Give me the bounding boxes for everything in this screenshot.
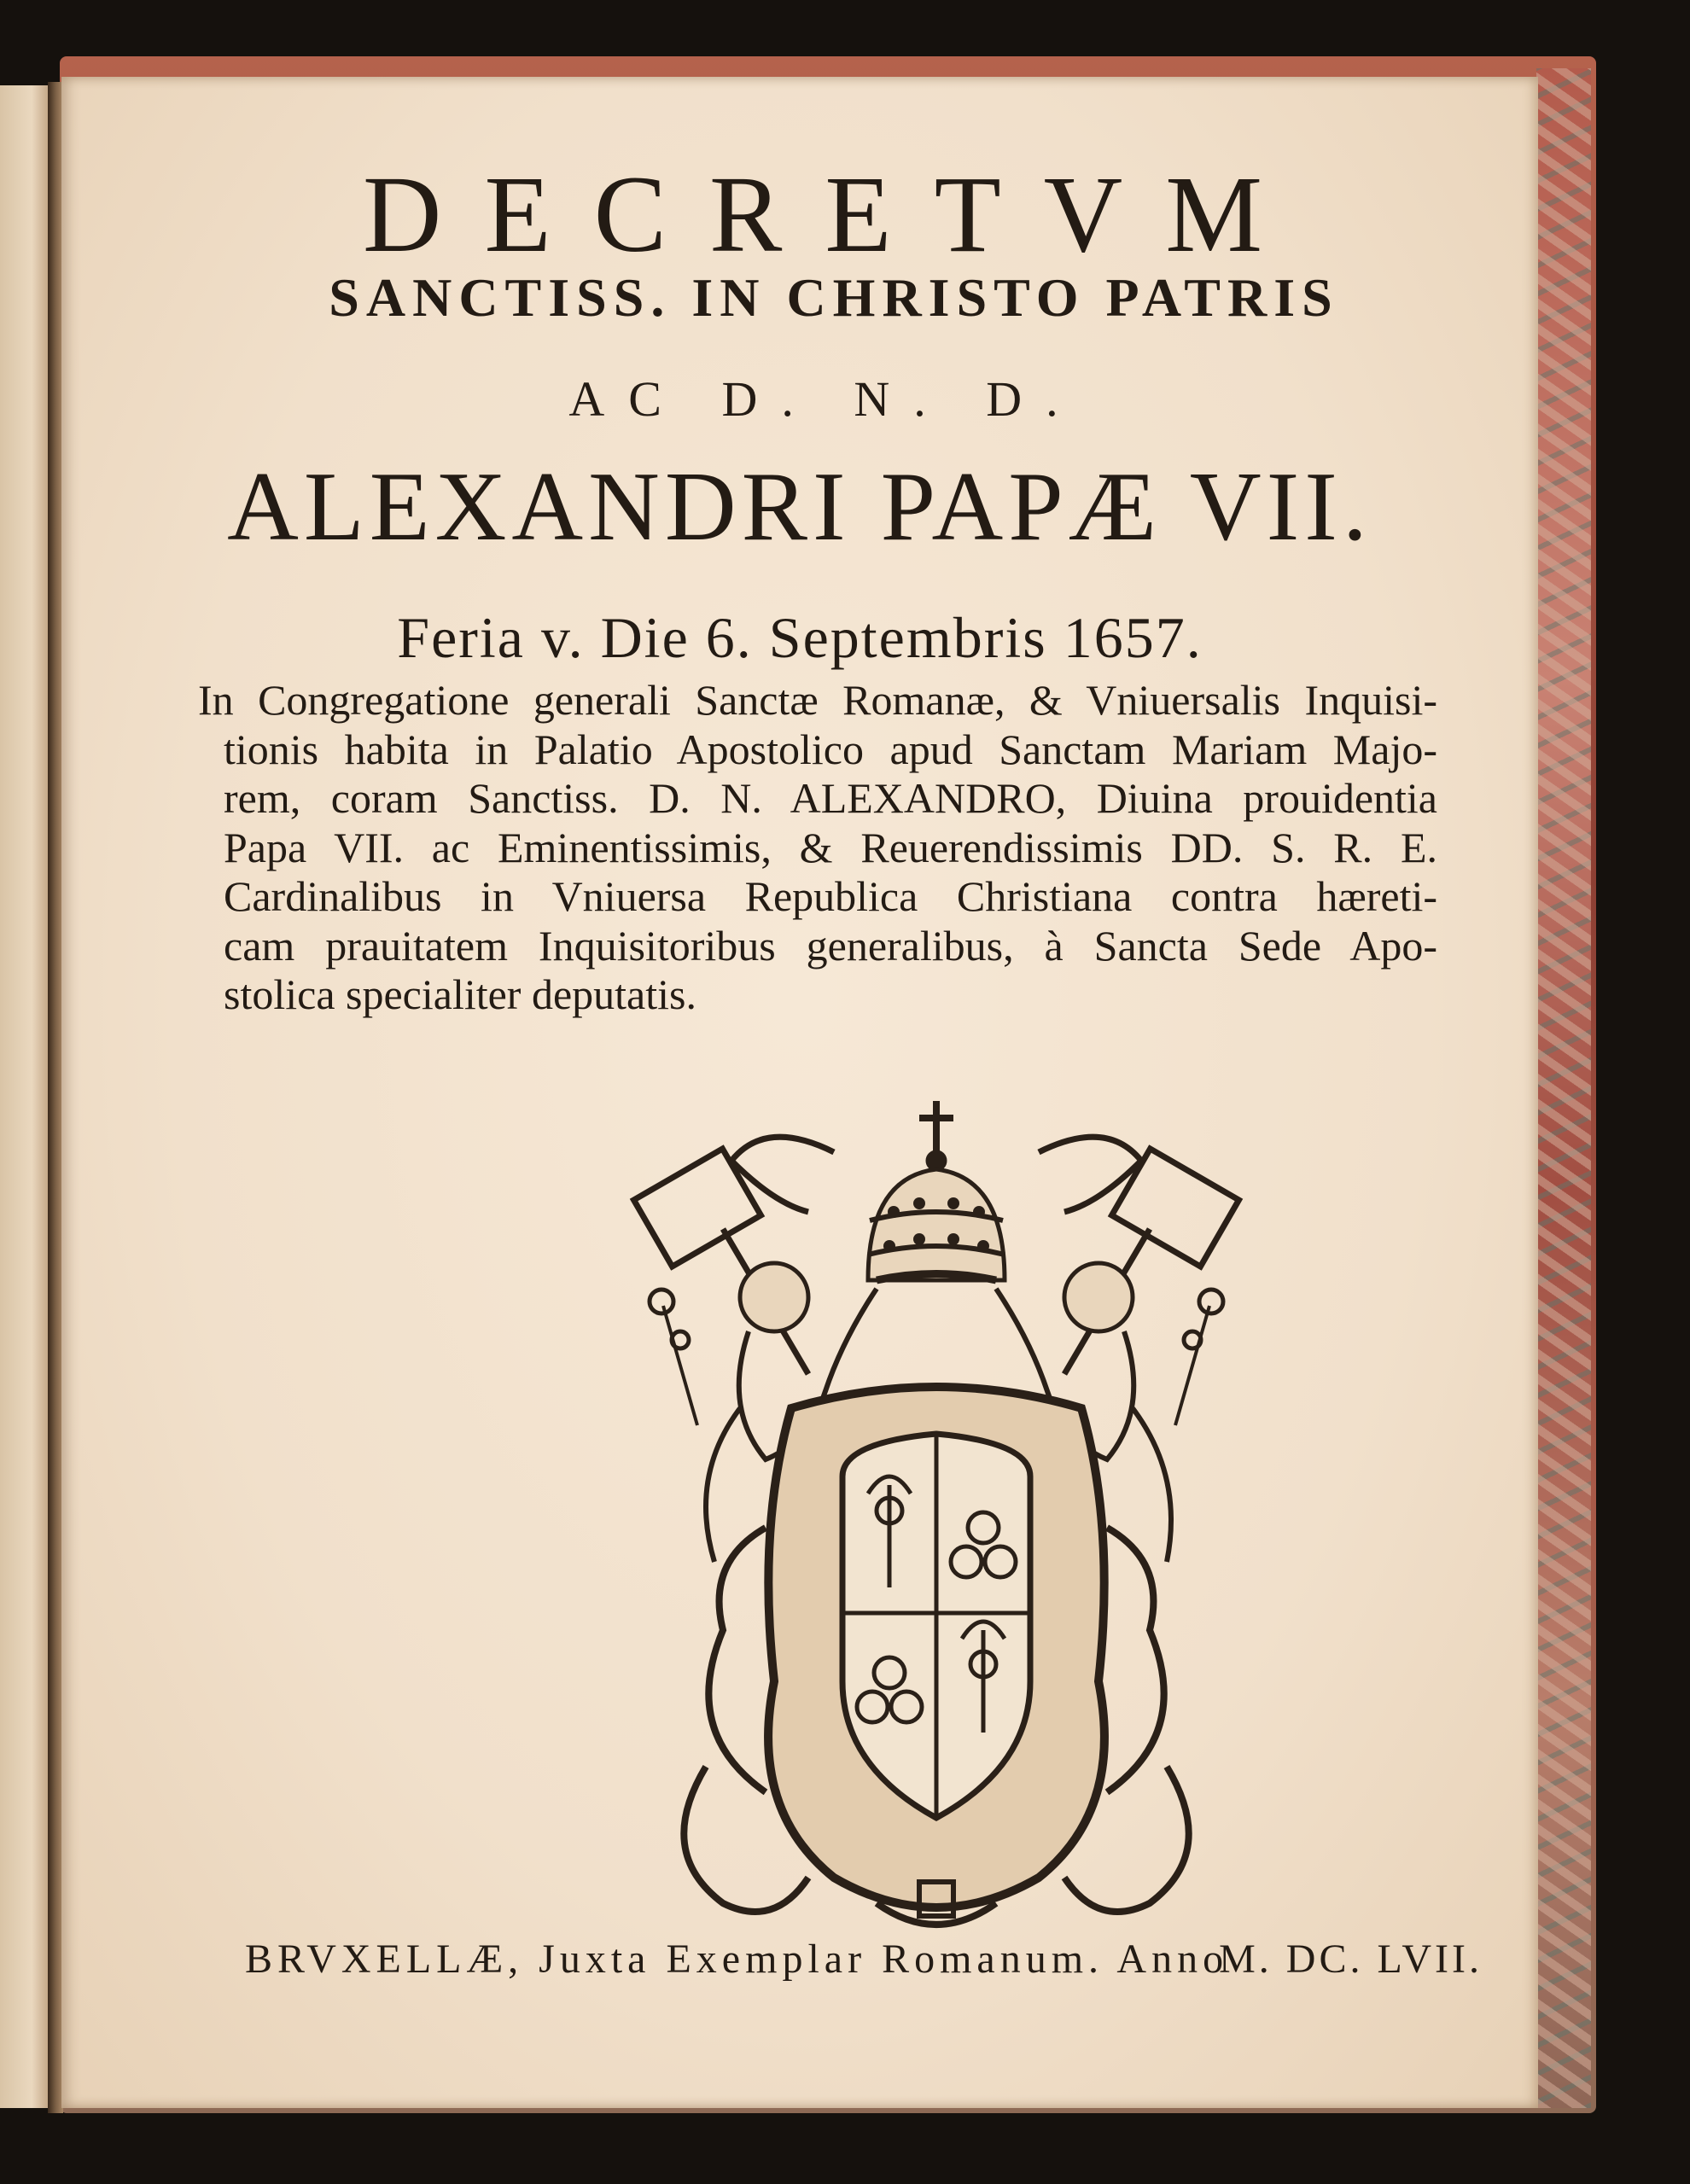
title-alexandri: ALEXANDRI PAPÆ VII. xyxy=(227,452,1372,562)
imprint-place: BRVXELLÆ, Juxta Exemplar Romanum. Anno xyxy=(245,1936,1229,1982)
body-paragraph xyxy=(198,676,1437,1020)
title-decretum: DECRETVM xyxy=(363,154,1305,275)
title-page xyxy=(61,77,1538,2108)
body-line: In Congregatione generali Sanctæ Romanæ, & Vniuersalis Inquisi- xyxy=(198,676,1437,724)
papal-coat-of-arms-icon xyxy=(552,1084,1320,1980)
title-date: Feria v. Die 6. Septembris 1657. xyxy=(397,605,1203,670)
left-page-edge xyxy=(0,85,53,2108)
title-sanctiss: SANCTISS. IN CHRISTO PATRIS xyxy=(329,267,1339,328)
body-line: Cardinalibus in Vniuersa Republica Christiana contra hæreti- xyxy=(224,872,1437,920)
body-line: Papa VII. ac Eminentissimis, & Reuerendissimis DD. S. R. E. xyxy=(224,823,1437,871)
imprint-year: M. DC. LVII. xyxy=(1219,1936,1483,1982)
body-line: stolica specialiter deputatis. xyxy=(224,970,696,1018)
body-line: rem, coram Sanctiss. D. N. ALEXANDRO, Diuina prouidentia xyxy=(224,774,1437,822)
title-acdnd: AC D. N. D. xyxy=(568,371,1082,427)
body-line: cam prauitatem Inquisitoribus generalibus, à Sancta Sede Apo- xyxy=(224,921,1437,970)
imprint-line xyxy=(245,1936,1483,1983)
body-line: tionis habita in Palatio Apostolico apud Sanctam Mariam Majo- xyxy=(224,725,1437,773)
